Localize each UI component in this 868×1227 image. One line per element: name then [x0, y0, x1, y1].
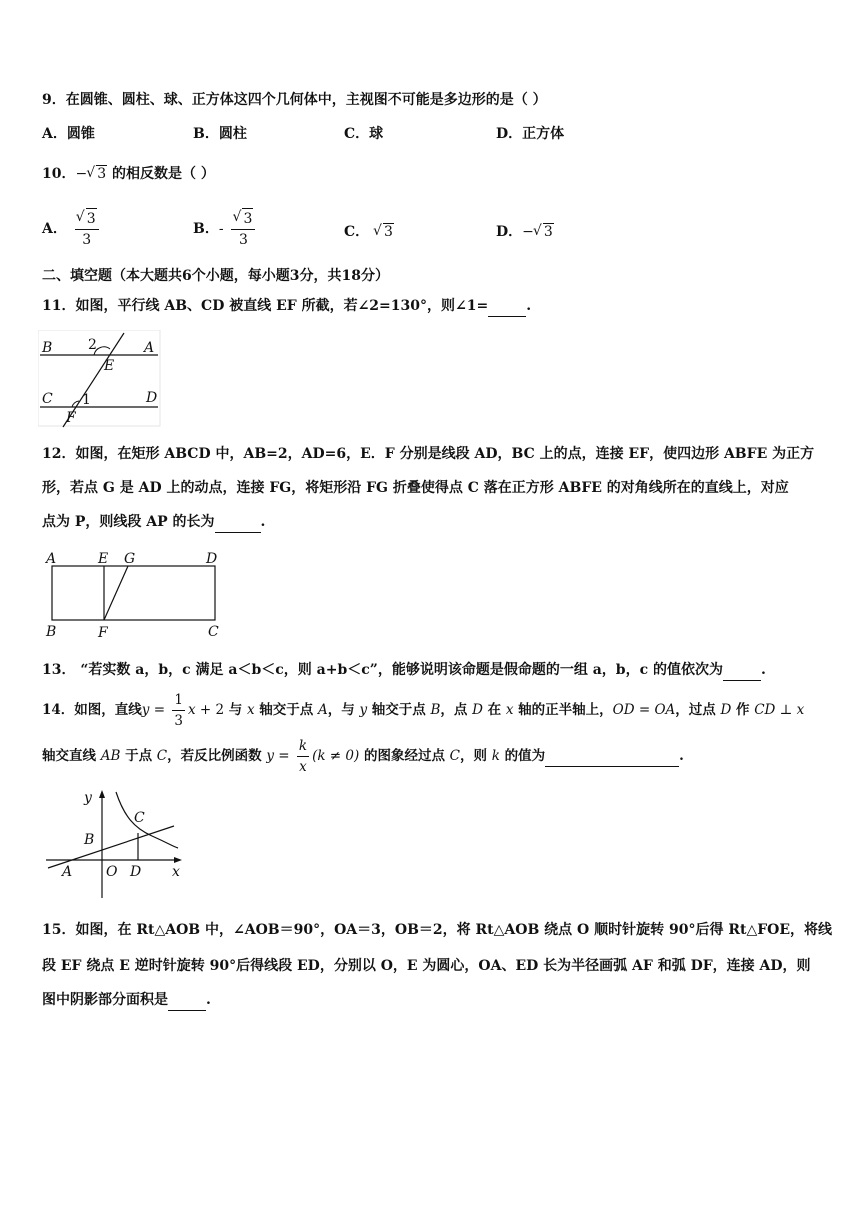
q12-line-3 [42, 512, 265, 533]
q15-line-1: 15．如图，在 Rt△AOB 中，∠AOB＝90°，OA＝3，OB＝2，将 Rt△AOB 绕点 O 顺时针旋转 90°后得 Rt△FOE，将线 [42, 922, 833, 938]
q14-l1-pointD: D [472, 702, 483, 718]
q11-label-e: E [104, 358, 115, 374]
q12-label-g: G [124, 551, 136, 567]
q14-l1-plus2: + 2 [195, 702, 225, 718]
q14-l1-od-oa: OD = OA [612, 702, 676, 718]
q14-frac-num: 1 [172, 690, 185, 711]
q14-l1-text-d: ，与 [327, 702, 360, 718]
q14-line-1 [42, 690, 804, 731]
q15-line-3 [42, 990, 211, 1011]
q10-option-d [496, 222, 554, 242]
q10-option-a-fraction [75, 208, 99, 250]
q14-line-ab [48, 826, 174, 868]
q14-fraction-one-third [172, 690, 185, 731]
q10-option-c [344, 222, 394, 242]
q14-l1-text-h: 轴的正半轴上， [513, 702, 613, 718]
q11-figure [38, 330, 162, 428]
q10-a-denominator: 3 [82, 232, 92, 248]
q13-answer-blank[interactable] [723, 660, 761, 681]
q14-l1-x: x [187, 702, 196, 718]
q11-label-a: A [144, 340, 155, 356]
q14-l1-y2: y [359, 702, 368, 718]
q11-stem-text: 11．如图，平行线 AB、CD 被直线 EF 所截，若∠2=130°，则∠1= [42, 298, 489, 314]
q10-option-d-minus: − [522, 224, 534, 240]
q11-stem-end: . [526, 298, 532, 314]
q10-b-denominator: 3 [238, 232, 248, 248]
q11-label-c: C [42, 391, 53, 407]
q14-l2-text-e: ，则 [460, 748, 492, 764]
q14-frac-k: k [297, 736, 309, 757]
q10-minus: − [75, 166, 88, 182]
q12-rectangle-abcd [52, 566, 215, 620]
q9-option-d: D．正方体 [496, 126, 565, 142]
q12-line-3-end: . [260, 514, 266, 530]
q14-label-x: x [172, 864, 180, 880]
q14-l1-text-b: 与 [224, 702, 247, 718]
q14-l2-text-c: ，若反比例函数 [167, 748, 267, 764]
q14-label-b: B [84, 832, 95, 848]
q15-line-3-text: 图中阴影部分面积是 [42, 992, 168, 1008]
q14-label-y: y [84, 790, 92, 806]
q14-label-d: D [130, 864, 142, 880]
q15-answer-blank[interactable] [168, 990, 206, 1011]
q12-label-e: E [98, 551, 109, 567]
q14-l2-text-b: 于点 [120, 748, 157, 764]
q10-option-b-letter: B． [193, 221, 219, 237]
q10-option-b-neg: - [218, 221, 224, 237]
q10-c-radicand: 3 [384, 224, 393, 240]
q14-l2-text-a: 轴交直线 [42, 748, 101, 764]
q14-l1-x2: x [246, 702, 255, 718]
q14-l1-eq: = [149, 702, 170, 718]
q14-l2-text-d: 的图象经过点 [359, 748, 450, 764]
q9-option-a: A．圆锥 [42, 126, 95, 142]
q15-line-2: 段 EF 绕点 E 逆时针旋转 90°后得线段 ED，分别以 O，E 为圆心，OA、ED 长为半径画弧 AF 和弧 DF，连接 AD，则 [42, 958, 811, 974]
q10-option-c-letter: C． [344, 224, 370, 240]
q14-l2-text-f: 的值为 [499, 748, 546, 764]
q10-option-a [42, 208, 102, 250]
q14-l2-y: y [266, 748, 274, 764]
q14-l1-text-e: 轴交于点 [367, 702, 431, 718]
q14-y-arrow [99, 790, 105, 798]
q13-stem [42, 660, 766, 681]
q11-label-b: B [42, 340, 53, 356]
q15-line-3-end: . [206, 992, 211, 1008]
q14-l2-end: . [679, 748, 684, 764]
q14-figure [42, 786, 192, 900]
q10-number: 10． [42, 166, 76, 182]
q14-l1-text-i: ，过点 [675, 702, 721, 718]
q11-answer-blank[interactable] [488, 296, 526, 317]
q14-frac-x: x [299, 759, 307, 775]
q14-l1-text-c: 轴交于点 [254, 702, 318, 718]
q10-stem [42, 164, 215, 184]
q14-label-c: C [134, 810, 145, 826]
q13-stem-text: 13． “若实数 a，b，c 满足 a＜b＜c，则 a+b＜c”，能够说明该命题是假命题的一组 a，b，c 的值依次为 [42, 662, 723, 678]
q14-l2-pointC2: C [449, 748, 461, 764]
q14-label-o: O [106, 864, 118, 880]
q9-option-c: C．球 [344, 126, 384, 142]
q14-l1-text-g: 在 [482, 702, 506, 718]
q14-fraction-k-over-x [297, 736, 309, 777]
q12-line-1: 12．如图，在矩形 ABCD 中，AB=2，AD=6，E．F 分别是线段 AD，BC 上的点，连接 EF，使四边形 ABFE 为正方 [42, 446, 815, 462]
q11-label-d: D [146, 390, 158, 406]
q14-x-arrow [174, 857, 182, 863]
q14-hyperbola [116, 792, 178, 848]
q14-label-a: A [62, 864, 73, 880]
q14-l2-condition: (k ≠ 0) [312, 748, 360, 764]
q14-l1-pointD2: D [720, 702, 732, 718]
q13-stem-end: . [760, 662, 766, 678]
q14-l2-k: k [491, 748, 500, 764]
q10-d-radicand: 3 [543, 224, 553, 240]
q9-option-b: B．圆柱 [193, 126, 247, 142]
q12-label-b: B [46, 624, 57, 640]
q14-l1-text-f: ，点 [440, 702, 473, 718]
q14-l1-pointA: A [317, 702, 328, 718]
q14-l1-y: y [141, 702, 150, 718]
q14-l1-cd-perp-x: CD ⊥ x [754, 702, 805, 718]
q12-line-3-text: 点为 P，则线段 AP 的长为 [42, 514, 215, 530]
q11-label-f: F [66, 410, 76, 426]
q11-label-2: 2 [88, 337, 97, 353]
q10-stem-tail: 的相反数是（ ） [112, 166, 215, 182]
q14-line-2 [42, 736, 684, 777]
q10-radicand: 3 [97, 166, 107, 182]
q12-figure [42, 548, 226, 642]
q10-sqrt [87, 164, 107, 184]
q12-answer-blank[interactable] [215, 512, 261, 533]
q11-label-1: 1 [82, 392, 91, 408]
q14-l1-text-j: 作 [731, 702, 755, 718]
q12-line-2: 形，若点 G 是 AD 上的动点，连接 FG，将矩形沿 FG 折叠使得点 C 落在正方形 ABFE 的对角线所在的直线上，对应 [42, 480, 789, 496]
q10-option-a-letter: A． [42, 221, 67, 237]
q14-l2-AB: AB [100, 748, 121, 764]
q14-l1-pointB: B [430, 702, 441, 718]
q12-label-f: F [98, 625, 108, 641]
q14-l2-eq: = [273, 748, 294, 764]
q14-l2-pointC: C [156, 748, 168, 764]
q9-stem: 9．在圆锥、圆柱、球、正方体这四个几何体中，主视图不可能是多边形的是（ ） [42, 92, 547, 108]
q10-option-b [193, 208, 258, 250]
q12-label-d: D [206, 551, 218, 567]
q10-b-radicand: √ 3 [242, 208, 253, 229]
q10-a-radicand: √ 3 [86, 208, 97, 229]
q14-l1-x3: x [505, 702, 514, 718]
q12-label-a: A [46, 551, 57, 567]
q11-stem [42, 296, 531, 317]
section-heading: 二、填空题（本大题共6个小题，每小题3分，共18分） [42, 268, 389, 284]
q14-l1-text-a: 14．如图，直线 [42, 702, 142, 718]
q10-option-d-letter: D． [496, 224, 523, 240]
q14-answer-blank[interactable] [545, 746, 679, 767]
q12-label-c: C [208, 624, 219, 640]
q12-segment-fg [104, 566, 128, 620]
q10-option-b-fraction [231, 208, 255, 250]
q14-frac-den: 3 [174, 713, 183, 729]
